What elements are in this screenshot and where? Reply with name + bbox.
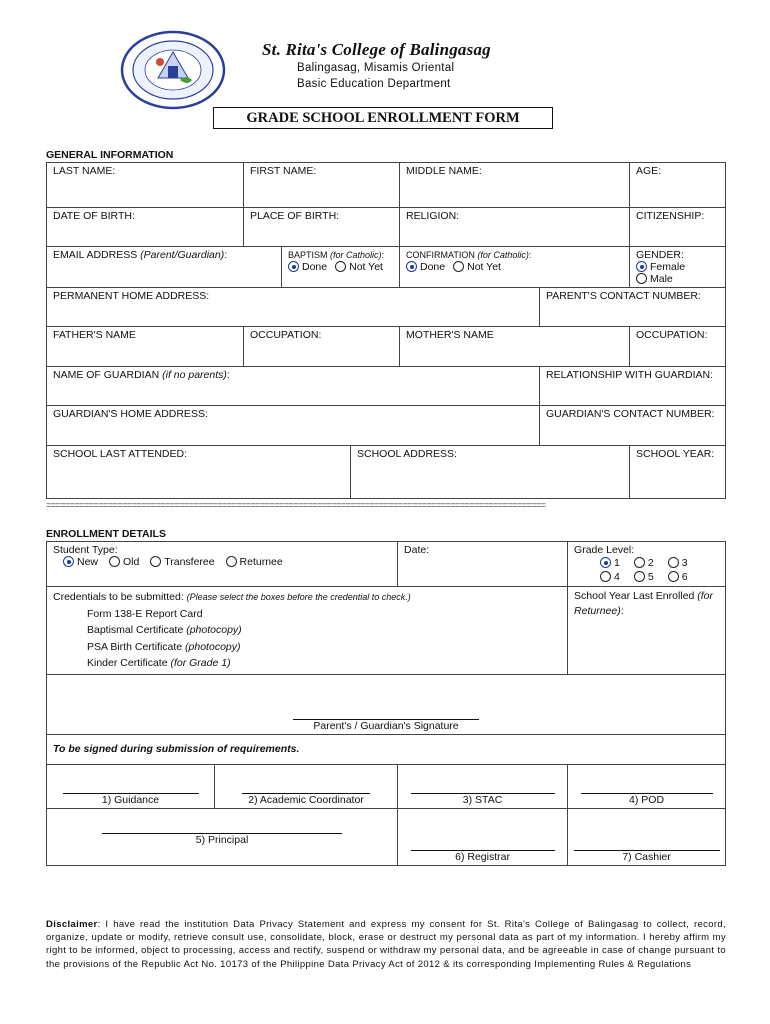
school-address-field[interactable]: SCHOOL ADDRESS: <box>351 446 630 499</box>
baptism-done-radio[interactable]: Done <box>288 261 327 273</box>
relationship-field[interactable]: RELATIONSHIP WITH GUARDIAN: <box>540 367 726 406</box>
sign-principal[interactable]: 5) Principal <box>47 808 398 865</box>
baptism-field: BAPTISM (for Catholic): Done Not Yet <box>282 247 400 288</box>
father-occupation-field[interactable]: OCCUPATION: <box>244 327 400 367</box>
to-be-signed-note: To be signed during submission of requirements. <box>47 734 726 764</box>
department-name: Basic Education Department <box>297 78 451 90</box>
dob-field[interactable]: DATE OF BIRTH: <box>47 208 244 247</box>
gender-field: GENDER: FemaleMale <box>630 247 726 288</box>
baptism-notyet-radio[interactable]: Not Yet <box>335 261 383 273</box>
grade-6-radio[interactable]: 6 <box>668 571 688 583</box>
guardian-contact-field[interactable]: GUARDIAN'S CONTACT NUMBER: <box>540 406 726 446</box>
section-separator: ========================================================================================================= <box>46 500 546 510</box>
college-name: St. Rita's College of Balingasag <box>262 40 491 59</box>
parent-contact-field[interactable]: PARENT'S CONTACT NUMBER: <box>540 288 726 327</box>
confirmation-field: CONFIRMATION (for Catholic): Done Not Yet <box>400 247 630 288</box>
general-info-heading: GENERAL INFORMATION <box>46 149 174 161</box>
age-field[interactable]: AGE: <box>630 163 726 208</box>
confirmation-notyet-radio[interactable]: Not Yet <box>453 261 501 273</box>
date-field[interactable]: Date: <box>398 542 568 587</box>
grade-5-radio[interactable]: 5 <box>634 571 654 583</box>
citizenship-field[interactable]: CITIZENSHIP: <box>630 208 726 247</box>
type-returnee-radio[interactable]: Returnee <box>226 556 283 568</box>
sign-academic-coordinator[interactable]: 2) Academic Coordinator <box>215 764 398 808</box>
disclaimer: Disclaimer: I have read the institution Data Privacy Statement and express my consent for St. Rita's College of Balingasag to collect, record, organize, update or modify, retrieve consult use, consolidate, block, erase or destruct my personal data as part of my information. I hereby affirm my right to be informed, object to processing, access and rectify, suspend or withdraw my personal data, and be agreeable in case of change pursuant to the provisions of the Republic Act No. 10173 of the Philippine Data Privacy Act of 2012 & its corresponding Implementing Rules & Regulations <box>46 919 726 970</box>
gender-female-radio[interactable]: Female <box>636 261 685 273</box>
sign-guidance[interactable]: 1) Guidance <box>47 764 215 808</box>
sign-pod[interactable]: 4) POD <box>568 764 726 808</box>
school-last-field[interactable]: SCHOOL LAST ATTENDED: <box>47 446 351 499</box>
general-info-table <box>46 162 726 499</box>
last-enrolled-field[interactable]: School Year Last Enrolled (for Returnee): <box>568 587 726 675</box>
cred-psa[interactable]: PSA Birth Certificate (photocopy) <box>87 640 241 653</box>
type-new-radio[interactable]: New <box>63 556 98 568</box>
grade-4-radio[interactable]: 4 <box>600 571 620 583</box>
enrollment-table <box>46 541 726 866</box>
grade-1-radio[interactable]: 1 <box>600 557 620 569</box>
mother-occupation-field[interactable]: OCCUPATION: <box>630 327 726 367</box>
grade-3-radio[interactable]: 3 <box>668 557 688 569</box>
mother-name-field[interactable]: MOTHER'S NAME <box>400 327 630 367</box>
enrollment-heading: ENROLLMENT DETAILS <box>46 528 166 540</box>
credentials-field: Credentials to be submitted: (Please select the boxes before the credential to check.) Form 138-E Report Card Baptismal Certificate (photocopy) PSA Birth Certificate (photocopy) Kinder Certificate (for Grade 1) <box>47 587 568 675</box>
sign-stac[interactable]: 3) STAC <box>398 764 568 808</box>
school-year-field[interactable]: SCHOOL YEAR: <box>630 446 726 499</box>
sign-registrar[interactable]: 6) Registrar <box>398 808 568 865</box>
student-type-field: Student Type: New Old Transferee Returnee <box>47 542 398 587</box>
guardian-name-field[interactable]: NAME OF GUARDIAN (if no parents): <box>47 367 540 406</box>
middle-name-field[interactable]: MIDDLE NAME: <box>400 163 630 208</box>
guardian-address-field[interactable]: GUARDIAN'S HOME ADDRESS: <box>47 406 540 446</box>
cred-kinder[interactable]: Kinder Certificate (for Grade 1) <box>87 657 231 669</box>
grade-level-field: Grade Level: 1 2 3 4 5 6 <box>568 542 726 587</box>
grade-2-radio[interactable]: 2 <box>634 557 654 569</box>
first-name-field[interactable]: FIRST NAME: <box>244 163 400 208</box>
email-field[interactable]: EMAIL ADDRESS (Parent/Guardian): <box>47 247 282 288</box>
religion-field[interactable]: RELIGION: <box>400 208 630 247</box>
type-old-radio[interactable]: Old <box>109 556 139 568</box>
father-name-field[interactable]: FATHER'S NAME <box>47 327 244 367</box>
pob-field[interactable]: PLACE OF BIRTH: <box>244 208 400 247</box>
college-seal-logo <box>120 30 226 110</box>
cred-baptismal[interactable]: Baptismal Certificate (photocopy) <box>87 624 242 636</box>
cred-report-card[interactable]: Form 138-E Report Card <box>87 607 203 620</box>
college-location: Balingasag, Misamis Oriental <box>297 62 455 74</box>
home-address-field[interactable]: PERMANENT HOME ADDRESS: <box>47 288 540 327</box>
last-name-field[interactable]: LAST NAME: <box>47 163 244 208</box>
sign-cashier[interactable]: 7) Cashier <box>568 808 726 865</box>
parent-signature-field[interactable]: Parent's / Guardian's Signature <box>47 674 726 734</box>
confirmation-done-radio[interactable]: Done <box>406 261 445 273</box>
gender-male-radio[interactable]: Male <box>636 273 673 285</box>
type-transferee-radio[interactable]: Transferee <box>150 556 214 568</box>
form-title: GRADE SCHOOL ENROLLMENT FORM <box>213 107 553 129</box>
